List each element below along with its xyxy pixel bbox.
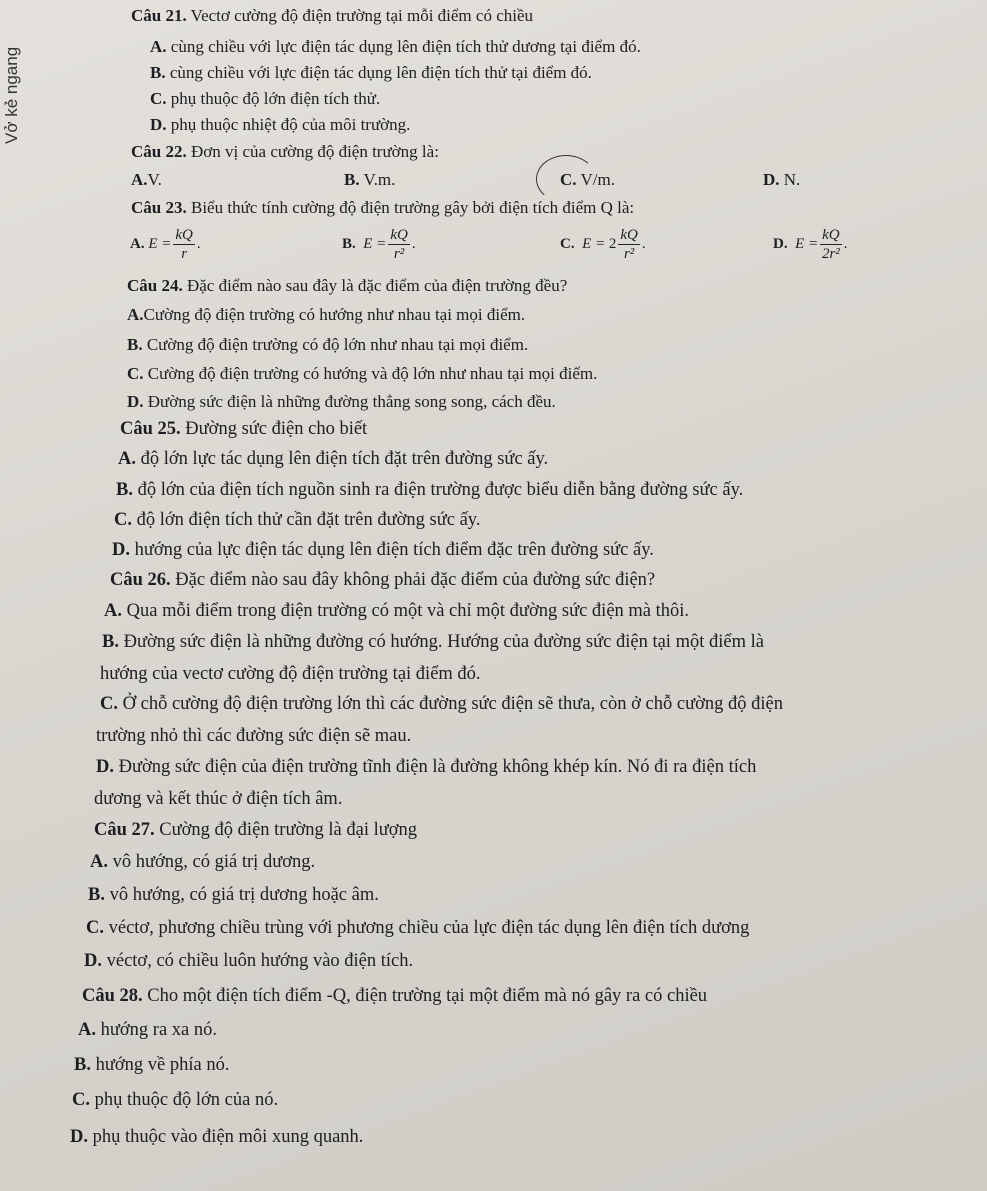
q22-option-d: D. N. [763, 170, 801, 189]
question-27: Câu 27. Cường độ điện trường là đại lượng [94, 820, 418, 840]
question-26: Câu 26. Đặc điểm nào sau đây không phải đặc điểm của đường sức điện? [110, 570, 656, 590]
q22-option-a: A.V. [131, 170, 162, 189]
q24-option-b: B. Cường độ điện trường có độ lớn như nhau tại mọi điểm. [127, 335, 529, 354]
q21-option-d: D. phụ thuộc nhiệt độ của môi trường. [150, 115, 411, 134]
q28-option-a: A. hướng ra xa nó. [78, 1020, 218, 1040]
q26-option-d: D. Đường sức điện của điện trường tĩnh điện là đường không khép kín. Nó đi ra điện tích [96, 757, 757, 777]
question-23: Câu 23. Biểu thức tính cường độ điện trường gây bởi điện tích điểm Q là: [131, 198, 635, 217]
q27-option-c: C. véctơ, phương chiều trùng với phương chiều của lực điện tác dụng lên điện tích dương [86, 918, 750, 938]
margin-note: Vở kẻ ngang [2, 46, 21, 144]
q21-option-a: A. cùng chiều với lực điện tác dụng lên điện tích thử dương tại điểm đó. [150, 37, 641, 56]
q26-option-b-cont: hướng của vectơ cường độ điện trường tại điểm đó. [100, 664, 481, 684]
q28-option-c: C. phụ thuộc độ lớn của nó. [72, 1090, 279, 1110]
q24-option-a: A.Cường độ điện trường có hướng như nhau tại mọi điểm. [127, 305, 526, 324]
question-22: Câu 22. Đơn vị của cường độ điện trường là: [131, 142, 439, 161]
q21-option-b: B. cùng chiều với lực điện tác dụng lên điện tích thử tại điểm đó. [150, 63, 592, 82]
fraction: $\frac{kQ}{\text{r²}}$ [620, 227, 638, 262]
q26-option-a: A. Qua mỗi điểm trong điện trường có một và chỉ một đường sức điện mà thôi. [104, 601, 690, 621]
question-25: Câu 25. Đường sức điện cho biết [120, 419, 368, 439]
q22-option-c: C. V/m. [560, 170, 615, 189]
q23-formula-row [130, 220, 870, 270]
question-21: Câu 21. Vectơ cường độ điện trường tại mỗi điểm có chiều [131, 6, 534, 25]
fraction: $\frac{kQ}{\text{2r²}}$ [821, 227, 840, 262]
q23-option-b: B. E = $\frac{kQ}{\text{r²}}$ . [342, 227, 416, 262]
q23-option-d: D. E = $\frac{kQ}{\text{2r²}}$ . [773, 227, 848, 262]
q24-option-c: C. Cường độ điện trường có hướng và độ lớn như nhau tại mọi điểm. [127, 364, 598, 383]
q23-option-a: A. E = $\frac{kQ}{r}$ . [130, 227, 201, 262]
q23-option-c: C. E = 2 $\frac{kQ}{\text{r²}}$ . [560, 227, 646, 262]
q26-option-c-cont: trường nhỏ thì các đường sức điện sẽ mau. [96, 726, 412, 746]
q26-option-c: C. Ở chỗ cường độ điện trường lớn thì các đường sức điện sẽ thưa, còn ở chỗ cường độ điện [100, 694, 783, 714]
q27-option-d: D. véctơ, có chiều luôn hướng vào điện tích. [84, 951, 414, 971]
q26-option-b: B. Đường sức điện là những đường có hướng. Hướng của đường sức điện tại một điểm là [102, 632, 764, 652]
q25-option-b: B. độ lớn của điện tích nguồn sinh ra điện trường được biểu diễn bằng đường sức ấy. [116, 480, 744, 500]
q25-option-a: A. độ lớn lực tác dụng lên điện tích đặt trên đường sức ấy. [118, 449, 549, 469]
q25-option-c: C. độ lớn điện tích thử cần đặt trên đường sức ấy. [114, 510, 481, 530]
q24-option-d: D. Đường sức điện là những đường thẳng song song, cách đều. [127, 392, 556, 411]
q22-option-b: B. V.m. [344, 170, 396, 189]
q27-option-b: B. vô hướng, có giá trị dương hoặc âm. [88, 885, 379, 905]
q26-option-d-cont: dương và kết thúc ở điện tích âm. [94, 789, 343, 809]
q21-option-c: C. phụ thuộc độ lớn điện tích thử. [150, 89, 381, 108]
q28-option-d: D. phụ thuộc vào điện môi xung quanh. [70, 1127, 364, 1147]
fraction: $\frac{kQ}{r}$ [175, 227, 193, 262]
q25-option-d: D. hướng của lực điện tác dụng lên điện tích điểm đặc trên đường sức ấy. [112, 540, 654, 560]
question-24: Câu 24. Đặc điểm nào sau đây là đặc điểm của điện trường đều? [127, 276, 568, 295]
q27-option-a: A. vô hướng, có giá trị dương. [90, 852, 316, 872]
q28-option-b: B. hướng về phía nó. [74, 1055, 230, 1075]
fraction: $\frac{kQ}{\text{r²}}$ [390, 227, 408, 262]
question-28: Câu 28. Cho một điện tích điểm -Q, điện trường tại một điểm mà nó gây ra có chiều [82, 986, 708, 1006]
